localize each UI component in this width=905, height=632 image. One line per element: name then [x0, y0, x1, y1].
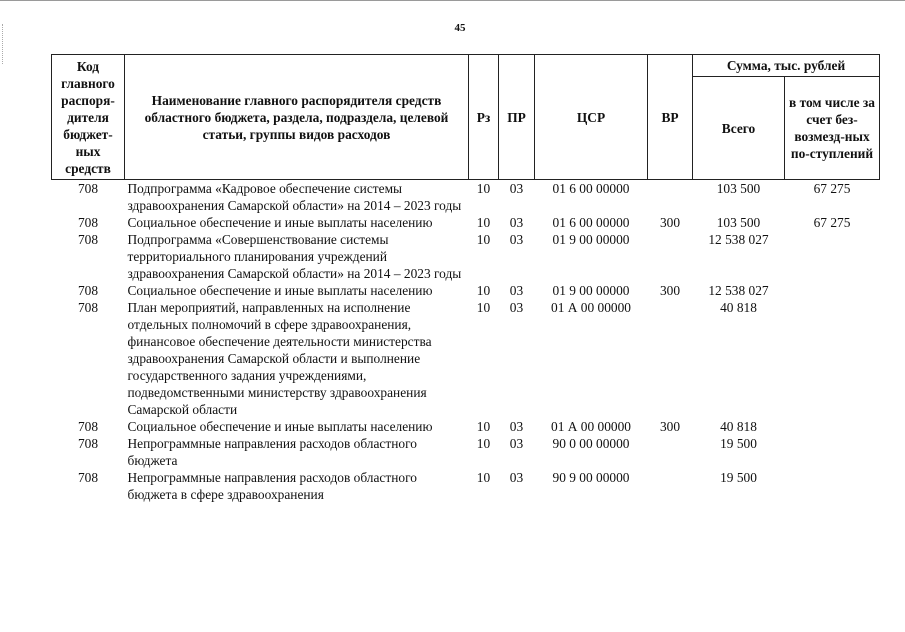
row-code: 708 [77, 436, 99, 451]
top-border-line [0, 0, 905, 1]
row-vr [648, 435, 693, 469]
row-csr: 90 9 00 00000 [552, 470, 630, 485]
row-name: План мероприятий, направленных на исполнение отдельных полномочий в сфере здравоохранения, финансовое обеспечение деятельности министерства здравоохранения Самарской области и выполнение государственного задания учреждениями, подведомственными министерству здравоохранения Самарской области [127, 300, 432, 417]
table-row [52, 282, 880, 299]
row-rz: 10 [476, 215, 491, 230]
row-vr [648, 180, 693, 215]
row-incl [785, 435, 880, 469]
row-name: Социальное обеспечение и иные выплаты населению [127, 283, 433, 298]
row-incl [785, 299, 880, 418]
row-code: 708 [77, 181, 99, 196]
row-code: 708 [77, 300, 99, 315]
row-code: 708 [77, 470, 99, 485]
row-pr: 03 [509, 436, 524, 451]
row-csr: 01 6 00 00000 [552, 181, 630, 196]
row-csr: 01 9 00 00000 [552, 232, 630, 247]
row-incl [785, 469, 880, 503]
row-code: 708 [77, 283, 99, 298]
row-total: 40 818 [720, 300, 757, 315]
row-vr: 300 [659, 283, 681, 298]
row-total: 40 818 [720, 419, 757, 434]
row-pr: 03 [509, 419, 524, 434]
row-incl [785, 231, 880, 282]
row-incl: 67 275 [813, 215, 851, 230]
table-row [52, 418, 880, 435]
row-total: 103 500 [716, 181, 761, 196]
header-pr: ПР [499, 55, 535, 180]
table-row [52, 299, 880, 418]
row-name: Непрограммные направления расходов областного бюджета [127, 436, 417, 468]
row-code: 708 [77, 419, 99, 434]
scan-margin-marks [2, 24, 7, 64]
budget-table [51, 54, 880, 503]
table-row [52, 469, 880, 503]
row-vr: 300 [659, 419, 681, 434]
row-rz: 10 [476, 300, 491, 315]
row-rz: 10 [476, 181, 491, 196]
row-incl [785, 282, 880, 299]
header-sum: Сумма, тыс. рублей [693, 55, 880, 77]
row-rz: 10 [476, 436, 491, 451]
row-incl [785, 418, 880, 435]
row-pr: 03 [509, 232, 524, 247]
row-pr: 03 [509, 215, 524, 230]
row-total: 19 500 [720, 436, 757, 451]
row-rz: 10 [476, 283, 491, 298]
row-name: Подпрограмма «Совершенствование системы территориального планирования учреждений здравоохранения Самарской области» на 2014 – 2023 годы [127, 232, 462, 281]
header-rz: Рз [469, 55, 499, 180]
header-vr: ВР [648, 55, 693, 180]
row-vr [648, 469, 693, 503]
row-pr: 03 [509, 470, 524, 485]
row-vr [648, 299, 693, 418]
row-pr: 03 [509, 181, 524, 196]
row-csr: 01 6 00 00000 [552, 215, 630, 230]
header-total: Всего [693, 77, 785, 180]
row-rz: 10 [476, 470, 491, 485]
row-code: 708 [77, 232, 99, 247]
row-name: Непрограммные направления расходов областного бюджета в сфере здравоохранения [127, 470, 417, 502]
header-csr: ЦСР [535, 55, 648, 180]
header-code: Код главного распоря-дителя бюджет-ных средств [52, 55, 125, 180]
row-pr: 03 [509, 300, 524, 315]
table-row [52, 435, 880, 469]
row-name: Социальное обеспечение и иные выплаты населению [127, 419, 433, 434]
header-incl: в том числе за счет без-возмезд-ных по-ступлений [785, 77, 880, 180]
row-rz: 10 [476, 232, 491, 247]
table-body [52, 180, 880, 504]
row-incl: 67 275 [813, 181, 851, 196]
row-csr: 90 0 00 00000 [552, 436, 630, 451]
row-vr: 300 [659, 215, 681, 230]
table-row [52, 180, 880, 215]
row-total: 12 538 027 [708, 283, 769, 298]
row-name: Подпрограмма «Кадровое обеспечение системы здравоохранения Самарской области» на 2014 – 2023 годы [127, 181, 462, 213]
row-code: 708 [77, 215, 99, 230]
table-row [52, 214, 880, 231]
row-csr: 01 9 00 00000 [552, 283, 630, 298]
row-csr: 01 А 00 00000 [551, 300, 631, 315]
row-total: 103 500 [716, 215, 761, 230]
row-pr: 03 [509, 283, 524, 298]
row-name: Социальное обеспечение и иные выплаты населению [127, 215, 433, 230]
row-csr: 01 А 00 00000 [551, 419, 631, 434]
table-header [52, 55, 880, 180]
table-row [52, 231, 880, 282]
header-name: Наименование главного распорядителя средств областного бюджета, раздела, подраздела, целевой статьи, группы видов расходов [125, 55, 469, 180]
row-total: 12 538 027 [708, 232, 769, 247]
row-rz: 10 [476, 419, 491, 434]
row-vr [648, 231, 693, 282]
page-number: 45 [454, 22, 466, 34]
row-total: 19 500 [720, 470, 757, 485]
